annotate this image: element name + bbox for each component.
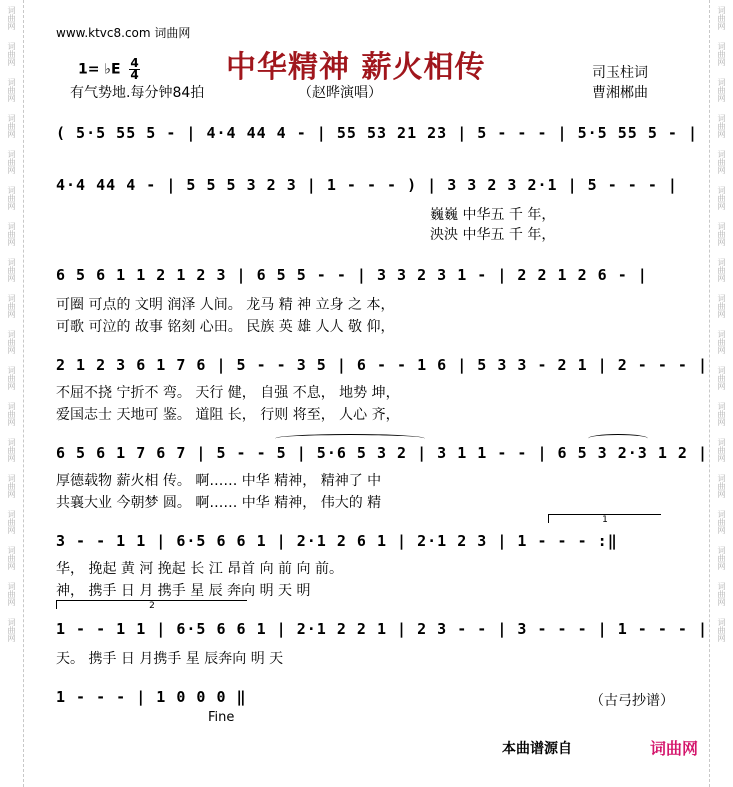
watermark-text: 词曲网 [717,78,726,102]
score-row-3-lyric-2: 可歌 可泣的 故事 铭刻 心田。 民族 英 雄 人人 敬 仰， [56,319,395,335]
time-signature [129,58,139,81]
watermark-text: 词曲网 [7,258,16,282]
watermark-text: 词曲网 [717,150,726,174]
slur-mark [275,434,425,443]
score-row-4-lyric-2: 爱国志士 天地可 鉴。 道阻 长， 行则 将至， 人心 齐， [56,407,400,423]
score-row-4-notes: 2 1 2 3 6 1 7 6 | 5 - - 3 5 | 6 - - 1 6 | 5 3 3 - 2 1 | 2 - - - | [56,356,708,374]
volta-2-label: 2 [149,601,155,611]
time-denominator: 4 [130,68,139,82]
watermark-text: 词曲网 [717,258,726,282]
watermark-text: 词曲网 [717,330,726,354]
song-title: 中华精神 薪火相传 [226,50,486,85]
left-watermark-strip [0,0,24,787]
score-row-5-notes: 6 5 6 1 7 6 7 | 5 - - 5 | 5·6 5 3 2 | 3 1 1 - - | 6 5 3 2·3 1 2 | [56,444,708,462]
watermark-text: 词曲网 [717,438,726,462]
score-row-6-lyric-1: 华， 挽起 黄 河 挽起 长 江 昂首 向 前 向 前。 [56,561,343,577]
copyist-credit: （古弓抄谱） [590,693,674,709]
site-url[interactable]: www.ktvc8.com 词曲网 [56,26,191,40]
score-row-7-lyric-1: 天。 携手 日 月携手 星 辰奔向 明 天 [56,651,284,667]
tempo-marking: 有气势地.每分钟84拍 [70,85,205,101]
score-row-2-lyric-1: 巍巍 中华五 千 年， [430,207,556,223]
watermark-text: 词曲网 [717,222,726,246]
watermark-text: 词曲网 [7,546,16,570]
watermark-text: 词曲网 [7,78,16,102]
watermark-text: 词曲网 [7,366,16,390]
score-row-6-lyric-2: 神， 携手 日 月 携手 星 辰 奔向 明 天 明 [56,583,311,599]
watermark-text: 词曲网 [717,114,726,138]
score-row-4-lyric-1: 不屈不挠 宁折不 弯。 天行 健， 自强 不息， 地势 坤， [56,385,400,401]
score-row-2-lyric-2: 泱泱 中华五 千 年， [430,227,556,243]
lyricist: 司玉柱词 [592,65,648,81]
score-row-2-notes: 4·4 44 4 - | 5 5 5 3 2 3 | 1 - - - ) | 3 3 2 3 2·1 | 5 - - - | [56,176,678,194]
watermark-text: 词曲网 [717,6,726,30]
watermark-text: 词曲网 [7,330,16,354]
watermark-text: 词曲网 [717,42,726,66]
watermark-text: 词曲网 [717,366,726,390]
watermark-text: 词曲网 [7,510,16,534]
score-row-6-notes: 3 - - 1 1 | 6·5 6 6 1 | 2·1 2 6 1 | 2·1 2 3 | 1 - - - :‖ [56,532,618,550]
watermark-text: 词曲网 [7,42,16,66]
volta-1-label: 1 [602,515,608,525]
score-row-5-lyric-1: 厚德载物 薪火相 传。 啊…… 中华 精神， 精神了 中 [56,473,382,489]
source-label: 本曲谱源自 [502,741,572,757]
key-signature [78,58,140,81]
watermark-text: 词曲网 [7,186,16,210]
watermark-text: 词曲网 [7,114,16,138]
brand-logo-text[interactable]: 词曲网 [650,739,699,758]
watermark-text: 词曲网 [717,402,726,426]
time-numerator: 4 [130,56,139,70]
score-row-5-lyric-2: 共襄大业 今朝梦 圆。 啊…… 中华 精神， 伟大的 精 [56,495,382,511]
watermark-text: 词曲网 [717,510,726,534]
score-row-7-notes: 1 - - 1 1 | 6·5 6 6 1 | 2·1 2 2 1 | 2 3 - - | 3 - - - | 1 - - - | [56,620,708,638]
watermark-text: 词曲网 [7,618,16,642]
score-row-3-notes: 6 5 6 1 1 2 1 2 3 | 6 5 5 - - | 3 3 2 3 1 - | 2 2 1 2 6 - | [56,266,648,284]
watermark-text: 词曲网 [717,474,726,498]
watermark-text: 词曲网 [717,618,726,642]
watermark-text: 词曲网 [7,474,16,498]
watermark-text: 词曲网 [717,582,726,606]
score-row-8-notes: 1 - - - | 1 0 0 0 ‖ [56,688,247,706]
watermark-text: 词曲网 [7,438,16,462]
singer: （赵晔演唱） [298,85,382,101]
watermark-text: 词曲网 [717,546,726,570]
score-row-3-lyric-1: 可圈 可点的 文明 润泽 人间。 龙马 精 神 立身 之 本， [56,297,395,313]
watermark-text: 词曲网 [717,294,726,318]
watermark-text: 词曲网 [7,6,16,30]
score-row-1-notes: ( 5·5 55 5 - | 4·4 44 4 - | 55 53 21 23 | 5 - - - | 5·5 55 5 - | [56,124,698,142]
right-watermark-strip [709,0,733,787]
watermark-text: 词曲网 [7,402,16,426]
volta-1-bracket [548,514,661,523]
fine-marking: Fine [208,710,235,725]
key-label: 1= ♭E [78,61,121,78]
volta-2-bracket [56,600,247,609]
watermark-text: 词曲网 [7,294,16,318]
watermark-text: 词曲网 [717,186,726,210]
watermark-text: 词曲网 [7,582,16,606]
watermark-text: 词曲网 [7,150,16,174]
watermark-text: 词曲网 [7,222,16,246]
slur-mark [588,434,648,443]
composer: 曹湘郴曲 [592,85,648,101]
